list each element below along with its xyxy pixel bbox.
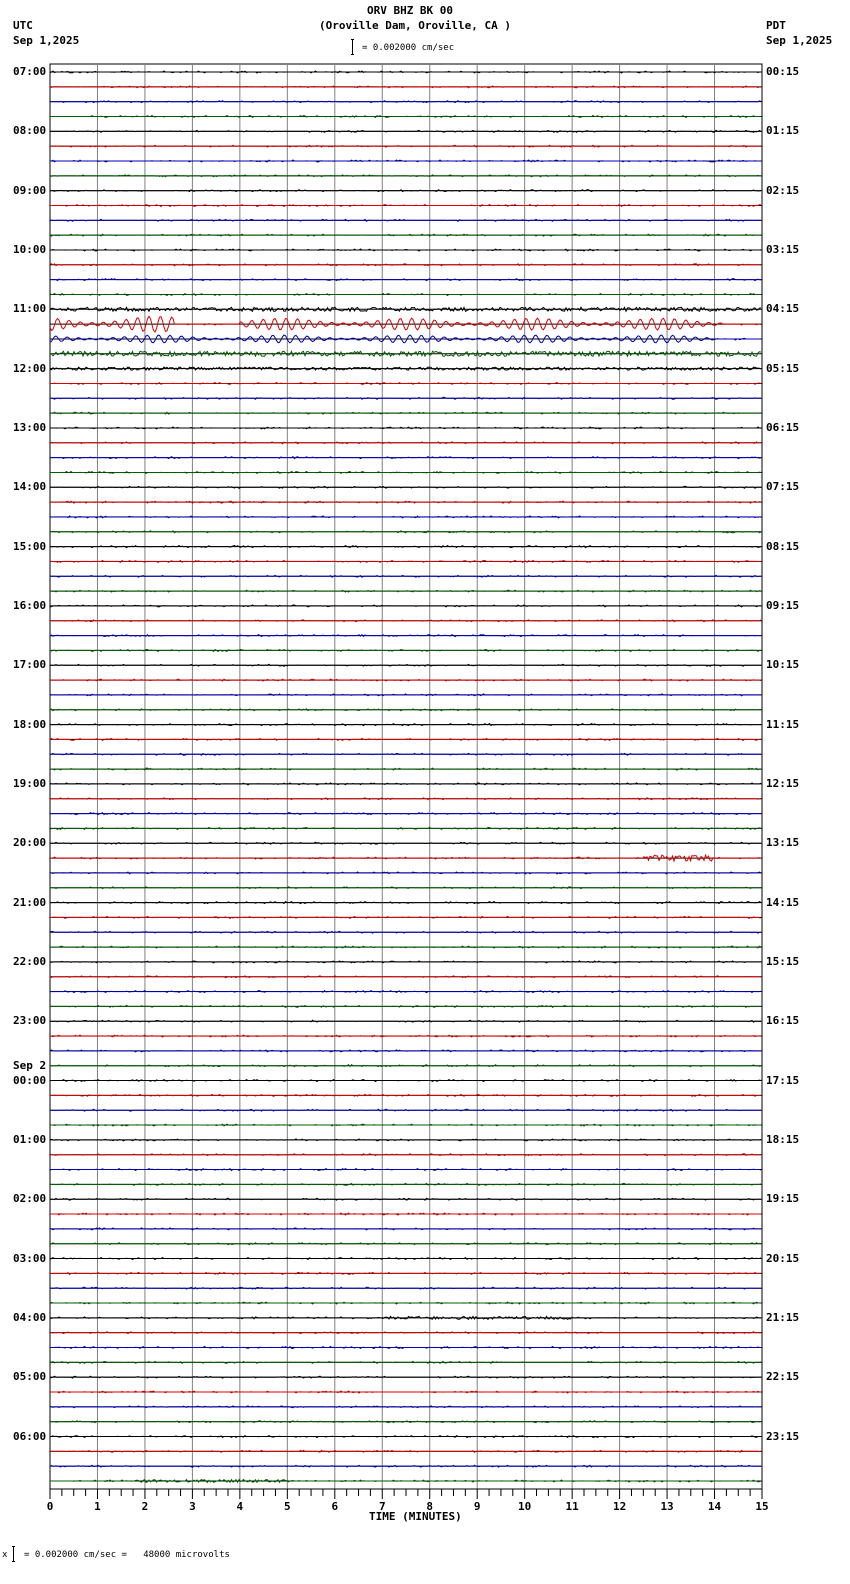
utc-hour-label: 15:00 (13, 539, 47, 553)
pdt-hour-label: 13:15 (766, 836, 800, 850)
pdt-hour-label: 02:15 (766, 183, 800, 197)
station-location: (Oroville Dam, Oroville, CA ) (318, 19, 512, 32)
pdt-hour-label: 16:15 (766, 1014, 800, 1028)
svg-text:2: 2 (141, 1500, 149, 1513)
pdt-hour-label: 15:15 (766, 954, 800, 968)
pdt-hour-label: 06:15 (766, 420, 800, 434)
pdt-hour-label: 23:15 (766, 1429, 800, 1443)
utc-hour-label: 04:00 (13, 1310, 47, 1324)
svg-text:0: 0 (46, 1500, 54, 1513)
svg-text:1: 1 (94, 1500, 101, 1513)
svg-text:9: 9 (473, 1500, 481, 1513)
scale-text: = 0.002000 cm/sec (362, 43, 455, 53)
utc-hour-label: 07:00 (13, 65, 47, 78)
pdt-hour-label: 07:15 (766, 480, 800, 494)
right-date: Sep 1,2025 (766, 34, 833, 47)
utc-hour-label: 18:00 (13, 717, 47, 731)
utc-hour-label: 16:00 (13, 598, 47, 612)
utc-hour-label: 12:00 (13, 361, 47, 375)
pdt-hour-label: 00:15 (766, 65, 800, 78)
x-axis-title: TIME (MINUTES) (369, 1510, 462, 1523)
left-date: Sep 1,2025 (13, 34, 80, 47)
svg-text:14: 14 (707, 1500, 722, 1513)
pdt-hour-label: 17:15 (766, 1073, 800, 1087)
footer-scale-bar-icon (12, 1546, 15, 1562)
utc-hour-label: 06:00 (13, 1429, 47, 1443)
pdt-hour-label: 18:15 (766, 1132, 800, 1146)
utc-hour-label: 17:00 (13, 658, 47, 672)
svg-text:10: 10 (518, 1500, 532, 1513)
svg-text:3: 3 (189, 1500, 196, 1513)
date-change-label: Sep 2 (13, 1058, 47, 1072)
pdt-hour-label: 10:15 (766, 658, 800, 672)
utc-hour-label: 11:00 (13, 302, 47, 316)
utc-hour-label: 00:00 (13, 1073, 47, 1087)
utc-hour-label: 14:00 (13, 480, 47, 494)
station-title: ORV BHZ BK 00 (366, 4, 454, 17)
utc-hour-label: 01:00 (13, 1132, 47, 1146)
utc-hour-label: 02:00 (13, 1192, 47, 1206)
svg-text:8: 8 (426, 1500, 434, 1513)
pdt-hour-label: 19:15 (766, 1192, 800, 1206)
utc-hour-label: 13:00 (13, 420, 47, 434)
utc-hour-label: 09:00 (13, 183, 47, 197)
svg-text:11: 11 (565, 1500, 579, 1513)
utc-hour-label: 21:00 (13, 895, 47, 909)
utc-hour-label: 23:00 (13, 1014, 47, 1028)
svg-text:13: 13 (660, 1500, 674, 1513)
utc-hour-label: 05:00 (13, 1370, 47, 1384)
left-timezone: UTC (13, 19, 33, 32)
pdt-hour-label: 03:15 (766, 242, 800, 256)
pdt-hour-label: 12:15 (766, 776, 800, 790)
right-timezone: PDT (766, 19, 786, 32)
utc-hour-label: 20:00 (13, 836, 47, 850)
footer-scale-note: = 0.002000 cm/sec = 48000 microvolts (24, 1550, 230, 1560)
pdt-hour-label: 04:15 (766, 302, 800, 316)
pdt-hour-label: 08:15 (766, 539, 800, 553)
utc-hour-label: 03:00 (13, 1251, 47, 1265)
pdt-hour-label: 14:15 (766, 895, 800, 909)
utc-hour-label: 08:00 (13, 124, 47, 138)
svg-text:6: 6 (331, 1500, 339, 1513)
utc-hour-label: 19:00 (13, 776, 47, 790)
pdt-hour-label: 20:15 (766, 1251, 800, 1265)
svg-text:5: 5 (284, 1500, 291, 1513)
pdt-hour-label: 09:15 (766, 598, 800, 612)
pdt-hour-label: 21:15 (766, 1310, 800, 1324)
svg-text:4: 4 (236, 1500, 244, 1513)
pdt-hour-label: 01:15 (766, 124, 800, 138)
footer-marker: x (2, 1550, 8, 1560)
pdt-hour-label: 11:15 (766, 717, 800, 731)
utc-hour-label: 22:00 (13, 954, 47, 968)
svg-text:7: 7 (378, 1500, 386, 1513)
utc-hour-label: 10:00 (13, 242, 47, 256)
svg-text:12: 12 (612, 1500, 627, 1513)
svg-text:15: 15 (755, 1500, 769, 1513)
pdt-hour-label: 05:15 (766, 361, 800, 375)
pdt-hour-label: 22:15 (766, 1370, 800, 1384)
scale-bar-icon (351, 39, 354, 55)
